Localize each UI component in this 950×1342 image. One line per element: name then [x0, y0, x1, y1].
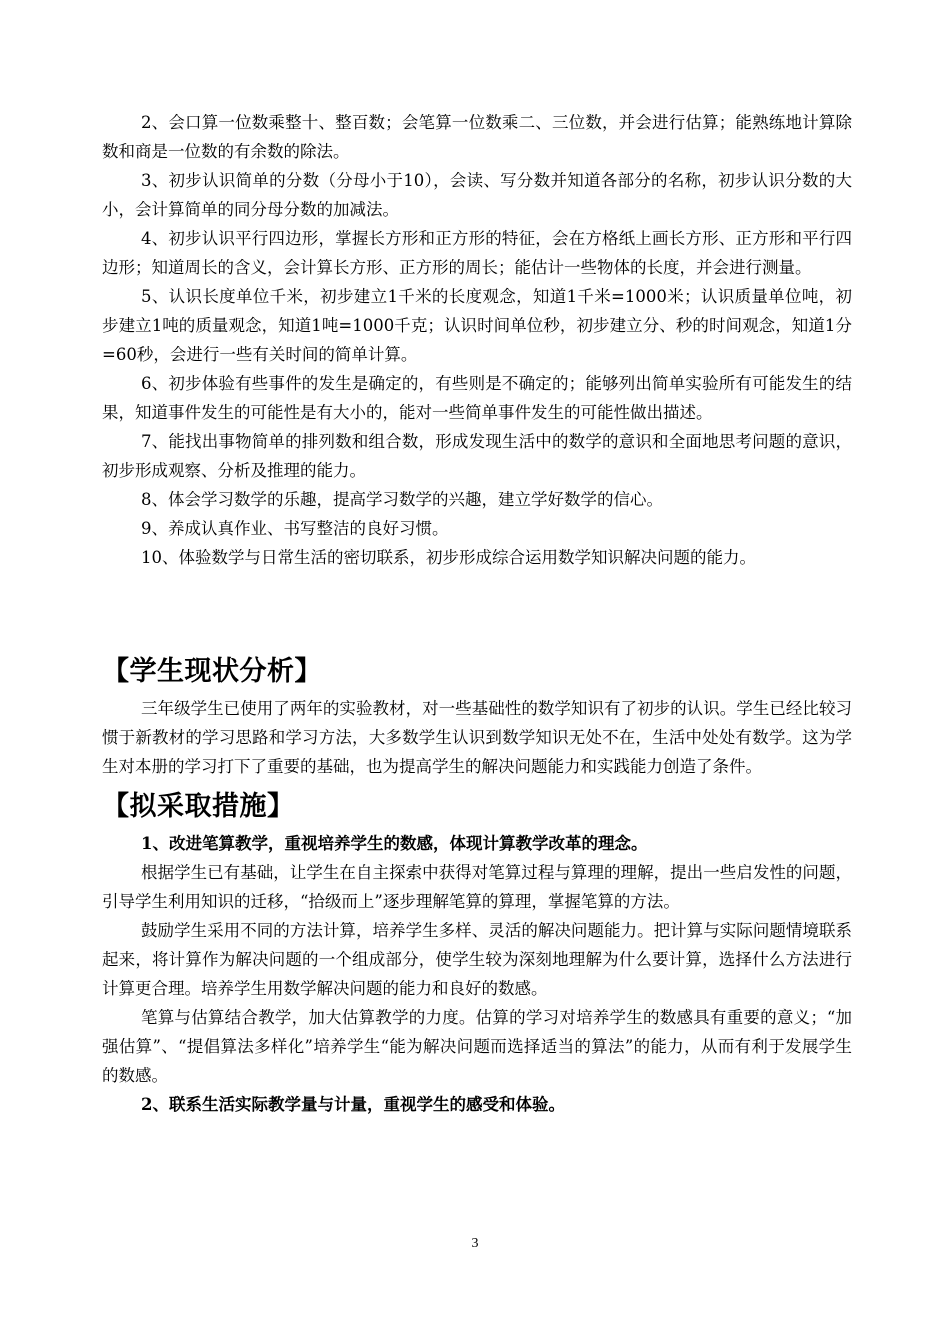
analysis-paragraph: 三年级学生已使用了两年的实验教材，对一些基础性的数学知识有了初步的认识。学生已经比较习惯于新教材的学习思路和学习方法，大多数学生认识到数学知识无处不在，生活中处处有数学。这为学生对本册的学习打下了重要的基础，也为提高学生的解决问题能力和实践能力创造了条件。 [102, 699, 852, 776]
measure-paragraph: 笔算与估算结合教学，加大估算教学的力度。估算的学习对培养学生的数感具有重要的意义；“加强估算”、“提倡算法多样化”培养学生“能为解决问题而选择适当的算法”的能力，从而有利于发展学生的数感。 [102, 1008, 852, 1085]
goal-item-7: 7、能找出事物简单的排列数和组合数，形成发现生活中的数学的意识和全面地思考问题的意识，初步形成观察、分析及推理的能力。 [102, 432, 852, 480]
goal-item-9: 9、养成认真作业、书写整洁的良好习惯。 [141, 519, 449, 538]
page-number: 3 [471, 1236, 479, 1251]
section-heading-analysis: 【学生现状分析】 [102, 656, 322, 687]
document-body [102, 108, 852, 1119]
goal-item-2: 2、会口算一位数乘整十、整百数；会笔算一位数乘二、三位数，并会进行估算；能熟练地计算除数和商是一位数的有余数的除法。 [102, 113, 852, 161]
goal-item-3: 3、初步认识简单的分数（分母小于10），会读、写分数并知道各部分的名称，初步认识分数的大小，会计算简单的同分母分数的加减法。 [102, 171, 852, 219]
goal-item-6: 6、初步体验有些事件的发生是确定的，有些则是不确定的；能够列出简单实验所有可能发生的结果，知道事件发生的可能性是有大小的，能对一些简单事件发生的可能性做出描述。 [102, 374, 852, 422]
measure-paragraph: 根据学生已有基础，让学生在自主探索中获得对笔算过程与算理的理解，提出一些启发性的问题，引导学生利用知识的迁移，“拾级而上”逐步理解笔算的算理，掌握笔算的方法。 [102, 863, 852, 911]
goal-item-5: 5、认识长度单位千米，初步建立1千米的长度观念，知道1千米=1000米；认识质量单位吨，初步建立1吨的质量观念，知道1吨=1000千克；认识时间单位秒，初步建立分、秒的时间观念，知道1分=60秒，会进行一些有关时间的简单计算。 [102, 287, 852, 364]
goal-item-4: 4、初步认识平行四边形，掌握长方形和正方形的特征，会在方格纸上画长方形、正方形和平行四边形；知道周长的含义，会计算长方形、正方形的周长；能估计一些物体的长度，并会进行测量。 [102, 229, 852, 277]
measure-paragraph: 鼓励学生采用不同的方法计算，培养学生多样、灵活的解决问题能力。把计算与实际问题情境联系起来，将计算作为解决问题的一个组成部分，使学生较为深刻地理解为什么要计算，选择什么方法进行计算更合理。培养学生用数学解决问题的能力和良好的数感。 [102, 921, 852, 998]
measure-title-1: 1、改进笔算教学，重视培养学生的数感，体现计算教学改革的理念。 [141, 834, 648, 853]
measure-title-2: 2、联系生活实际教学量与计量，重视学生的感受和体验。 [141, 1095, 565, 1114]
section-heading-measures: 【拟采取措施】 [102, 791, 295, 822]
goal-item-10: 10、体验数学与日常生活的密切联系，初步形成综合运用数学知识解决问题的能力。 [141, 548, 756, 567]
goal-item-8: 8、体会学习数学的乐趣，提高学习数学的兴趣，建立学好数学的信心。 [141, 490, 663, 509]
